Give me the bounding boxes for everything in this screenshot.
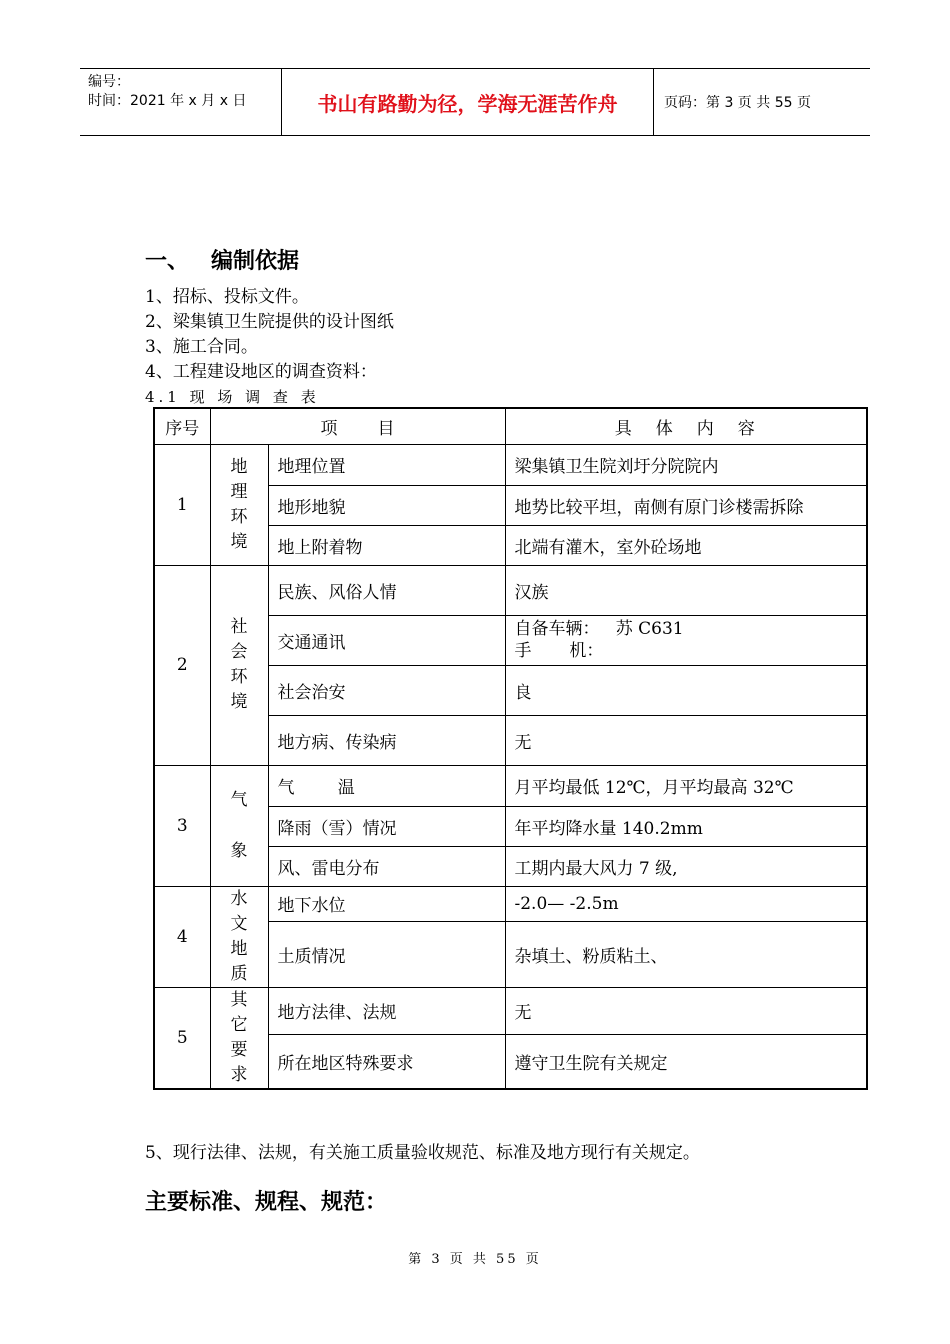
list-item: 3、施工合同。 [145,337,258,357]
list-item: 5、现行法律、法规，有关施工质量验收规范、标准及地方现行有关规定。 [145,1143,700,1163]
table-header-row [154,408,867,444]
row-content: -2.0— -2.5m [505,886,867,921]
section-number: 一、 [145,249,190,274]
row-content: 无 [505,987,867,1034]
row-item: 地下水位 [268,886,505,921]
row-item: 地方病、传染病 [268,715,505,765]
row-item: 地形地貌 [268,485,505,525]
row-item: 地方法律、法规 [268,987,505,1034]
row-content: 汉族 [505,565,867,615]
row-item: 民族、风俗人情 [268,565,505,615]
survey-table [153,407,868,1090]
content-line: 自备车辆： 苏 C631 [514,619,684,639]
category-text: 其它要求 [230,989,248,1085]
row-category [210,765,268,886]
row-item: 土质情况 [268,921,505,987]
subsection-heading: 主要标准、规程、规范： [145,1190,388,1215]
row-number: 1 [154,444,210,565]
row-category [210,886,268,987]
header-motto: 书山有路勤为径，学海无涯苦作舟 [282,69,654,135]
row-category [210,444,268,565]
header-content-char: 容 [737,418,757,439]
list-item: 1、招标、投标文件。 [145,287,309,307]
header-content-char: 具 [614,418,634,439]
row-number: 5 [154,987,210,1089]
header-content-char: 内 [696,418,716,439]
page-header [80,68,870,136]
header-code: 编号： [88,74,130,90]
list-item: 4、工程建设地区的调查资料： [145,362,377,382]
row-category [210,565,268,765]
header-page-number: 页码：第 3 页 共 55 页 [664,95,811,111]
row-item: 交通通讯 [268,615,505,665]
row-content: 梁集镇卫生院刘圩分院院内 [505,444,867,485]
category-text: 水文地质 [230,888,248,984]
row-content: 杂填土、粉质粘土、 [505,921,867,987]
section-title: 编制依据 [211,249,300,274]
table-row [154,565,867,615]
row-item: 地上附着物 [268,525,505,565]
category-text: 地理环境 [230,456,248,552]
row-content: 工期内最大风力 7 级, [505,846,867,886]
section-heading [145,244,299,275]
page-footer: 第 3 页 共 55 页 [408,1252,542,1267]
row-item: 降雨（雪）情况 [268,806,505,846]
header-item [210,408,505,444]
row-content: 良 [505,665,867,715]
table-caption: 4.1 现 场 调 查 表 [145,388,320,406]
list-item: 2、梁集镇卫生院提供的设计图纸 [145,312,394,332]
row-item: 社会治安 [268,665,505,715]
category-text: 社会环境 [230,617,248,712]
row-item: 气 温 [268,765,505,806]
table-row [154,444,867,485]
header-item-char: 目 [377,418,395,439]
header-content-char: 体 [655,418,675,439]
row-content: 月平均最低 12℃，月平均最高 32℃ [505,765,867,806]
row-number: 3 [154,765,210,886]
header-no: 序号 [154,408,210,444]
table-row [154,987,867,1034]
table-row [154,765,867,806]
category-text: 气 [230,789,248,810]
row-category [210,987,268,1089]
row-item: 风、雷电分布 [268,846,505,886]
row-content: 年平均降水量 140.2mm [505,806,867,846]
category-text: 象 [230,840,248,861]
row-content: 遵守卫生院有关规定 [505,1034,867,1088]
content-line: 手 机： [514,641,604,661]
row-content: 地势比较平坦，南侧有原门诊楼需拆除 [505,485,867,525]
row-content: 北端有灌木，室外砼场地 [505,525,867,565]
row-number: 4 [154,886,210,987]
header-content [505,408,867,444]
row-item: 地理位置 [268,444,505,485]
header-item-char: 项 [320,418,338,439]
header-time: 时间：2021 年 x 月 x 日 [88,93,247,109]
row-item: 所在地区特殊要求 [268,1034,505,1088]
row-content [505,615,867,665]
row-content: 无 [505,715,867,765]
header-meta [80,69,282,135]
table-row [154,886,867,921]
row-number: 2 [154,565,210,765]
